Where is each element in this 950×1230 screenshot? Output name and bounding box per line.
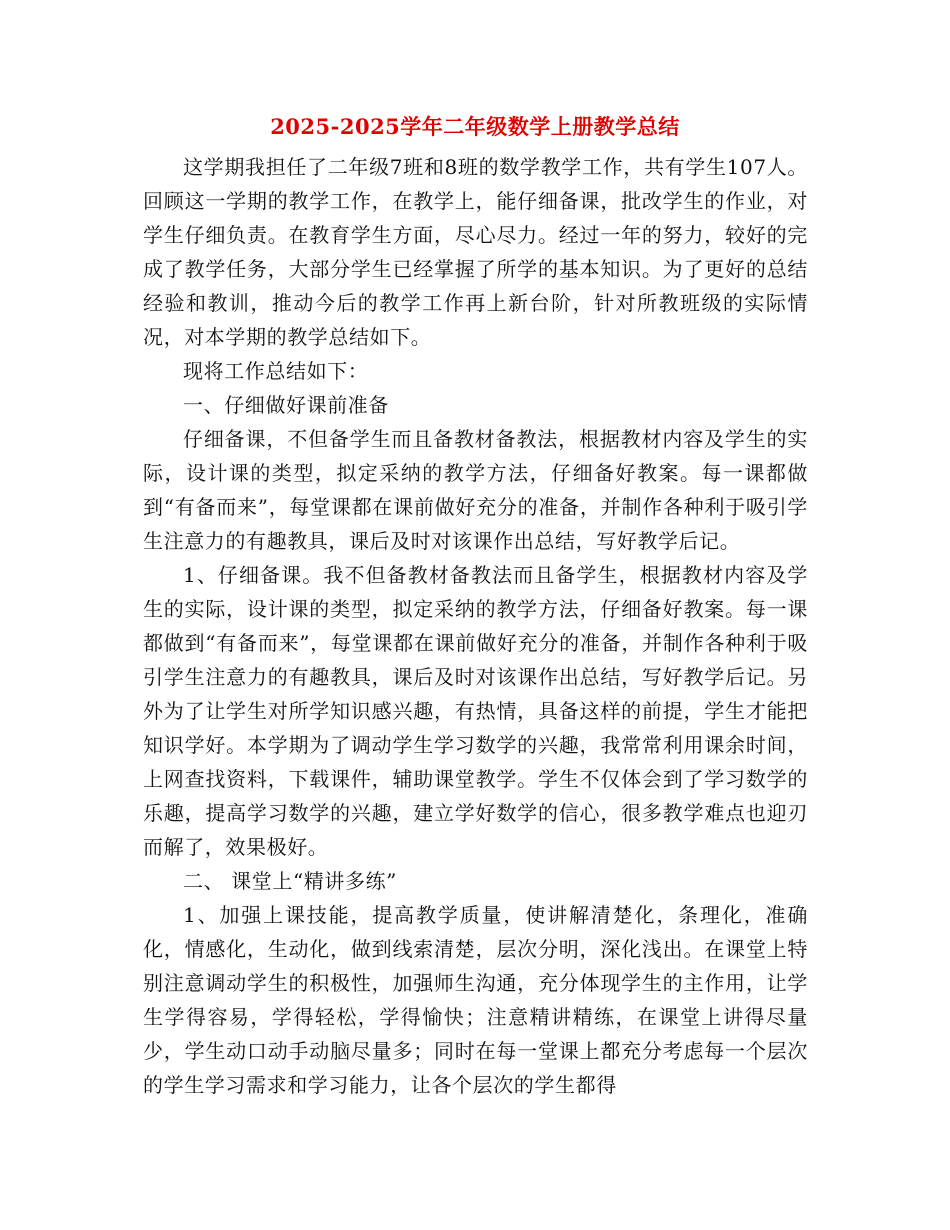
- section-heading-2: 二、 课堂上“精讲多练”: [183, 869, 398, 893]
- paragraph-class-skills: 1、加强上课技能，提高教学质量，使讲解清楚化，条理化，准确化，情感化，生动化，做到线索清楚，层次分明，深化浅出。在课堂上特别注意调动学生的积极性，加强师生沟通，充分体现学生的主作用，让学生学得容易，学得轻松，学得愉快；注意精讲精练，在课堂上讲得尽量少，学生动口动手动脑尽量多；同时在每一堂课上都充分考虑每一个层次的学生学习需求和学习能力，让各个层次的学生都得: [143, 903, 808, 1097]
- section-heading-1: 一、仔细做好课前准备: [183, 393, 389, 417]
- paragraph-summary-lead: 现将工作总结如下：: [183, 359, 369, 383]
- paragraph-preparation: 仔细备课，不但备学生而且备教材备教法，根据教材内容及学生的实际，设计课的类型，拟定采纳的教学方法，仔细备好教案。每一课都做到“有备而来”，每堂课都在课前做好充分的准备，并制作各种利于吸引学生注意力的有趣教具，课后及时对该课作出总结，写好教学后记。: [143, 427, 808, 553]
- document-title: 2025-2025学年二年级数学上册教学总结: [270, 114, 680, 139]
- paragraph-intro: 这学期我担任了二年级7班和8班的数学教学工作，共有学生107人。回顾这一学期的教学工作，在教学上，能仔细备课，批改学生的作业，对学生仔细负责。在教育学生方面，尽心尽力。经过一年的努力，较好的完成了教学任务，大部分学生已经掌握了所学的基本知识。为了更好的总结经验和教训，推动今后的教学工作再上新台阶，针对所教班级的实际情况，对本学期的教学总结如下。: [143, 155, 808, 349]
- document-body: [143, 150, 808, 1102]
- paragraph-careful-lesson-prep: 1、仔细备课。我不但备教材备教法而且备学生，根据教材内容及学生的实际，设计课的类型，拟定采纳的教学方法，仔细备好教案。每一课都做到“有备而来”，每堂课都在课前做好充分的准备，并制作各种利于吸引学生注意力的有趣教具，课后及时对该课作出总结，写好教学后记。另外为了让学生对所学知识感兴趣，有热情，具备这样的前提，学生才能把知识学好。本学期为了调动学生学习数学的兴趣，我常常利用课余时间，上网查找资料，下载课件，辅助课堂教学。学生不仅体会到了学习数学的乐趣，提高学习数学的兴趣，建立学好数学的信心，很多教学难点也迎刃而解了，效果极好。: [143, 563, 808, 859]
